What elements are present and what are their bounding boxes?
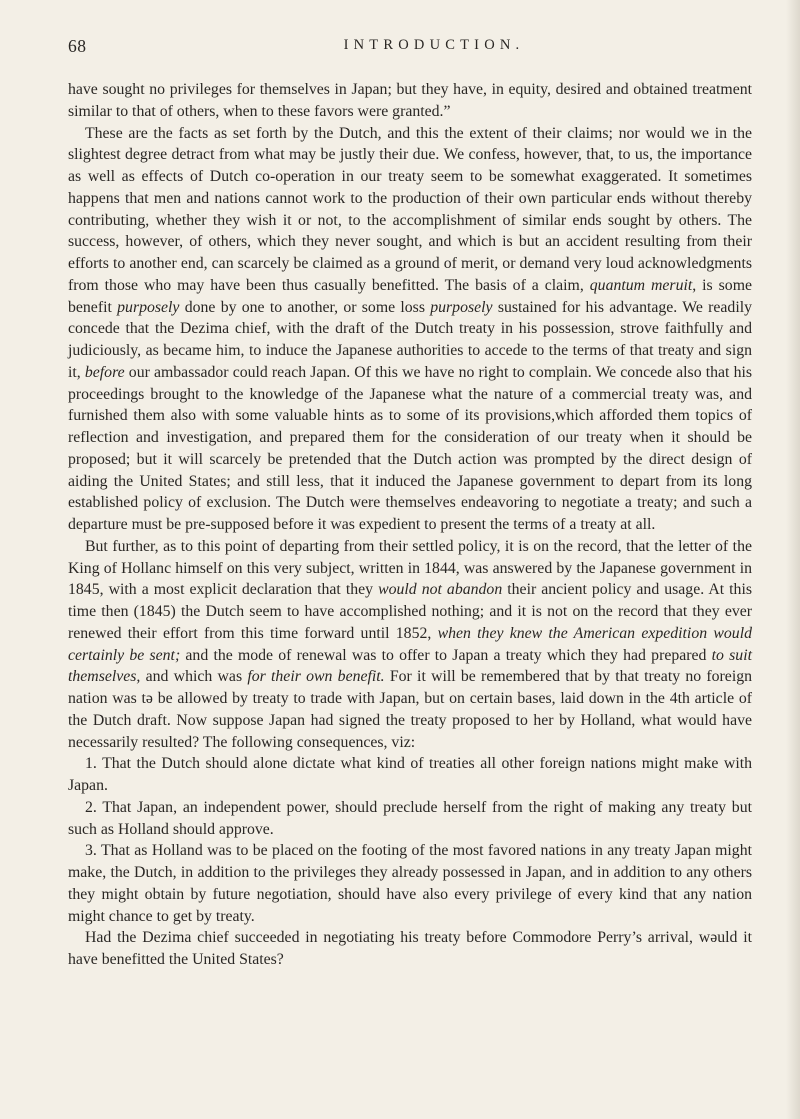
paragraph <box>68 123 752 536</box>
paragraph <box>68 536 752 754</box>
text-run: These are the facts as set forth by the Dutch, and this the extent of their claims; nor would we in the slightest degree detract from what may be justly their due. We confess, however, that, to us, the importance as well as effects of Dutch co-operation in our treaty seem to be somewhat exaggerated. It sometimes happens that men and nations cannot work to the production of their own particular ends without thereby contributing, whether they wish it or not, to the accomplishment of similar ends sought by others. The success, however, of others, which they never sought, and which is but an accident resulting from their efforts to another end, can scarcely be claimed as a ground of merit, or demand very loud acknowledgments from those who may have been thus casually benefitted. The basis of a claim, <box>68 124 752 294</box>
text-run: For it will be remembered that by that treaty no foreign nation was tə be allowed by treaty to trade with Japan, but on certain bases, laid down in the 4th article of the Dutch draft. Now suppose Japan had signed the treaty proposed to her by Holland, what would have necessarily resulted? The following consequences, viz: <box>68 668 753 751</box>
paragraph <box>68 927 752 971</box>
italic-text: for their own benefit. <box>247 668 385 686</box>
text-run: have sought no privileges for themselves in Japan; but they have, in equity, desired and obtained treatment similar to that of others, when to these favors were granted.” <box>68 81 752 120</box>
text-run: , is some benefit <box>68 276 753 316</box>
page-header <box>68 36 740 60</box>
italic-text: before <box>84 363 125 381</box>
text-run: our ambassador could reach Japan. Of this we have no right to complain. We concede also that his proceedings brought to the knowledge of the Japanese what the nature of a commercial treaty was, and furnished them also with some valuable hints as to some of its provisions,which afforded them topics of reflection and investigation, and prepared them for the consideration of our treaty when it should be proposed; but it will scarcely be pretended that the Dutch action was prompted by the direct design of aiding the United States; and still less, that it induced the Japanese government to depart from its long established policy of exclusion. The Dutch were themselves endeavoring to negotiate a treaty; and such a departure must be pre-supposed before it was expedient to present the terms of a treaty at all. <box>68 363 753 533</box>
text-run: Had the Dezima chief succeeded in negotiating his treaty before Commodore Perry’s arrival, wəuld it have benefitted the United States? <box>68 929 752 968</box>
text-run: But further, as to this point of departing from their settled policy, it is on the record, that the letter of the King of Hollanc himself on this very subject, written in 1844, was answered by the Japanese government in 1845, with a most explicit declaration that they <box>68 537 752 599</box>
italic-text: purposely <box>430 298 493 316</box>
page-number: 68 <box>68 36 87 56</box>
paragraph <box>68 840 752 927</box>
text-run: done by one to another, or some loss <box>179 298 431 316</box>
text-run: and the mode of renewal was to offer to Japan a treaty which they had prepared <box>180 646 712 664</box>
text-run: sustained for his advantage. We readily concede that the Dezima chief, with the draft of the Dutch treaty in his possession, strove faithfully and judiciously, as became him, to induce the Japanese authorities to accede to the terms of that treaty and sign it, <box>68 298 753 381</box>
italic-text: purposely <box>117 298 180 316</box>
page-edge-shadow <box>786 0 800 1119</box>
italic-text: when they knew the American expedition would certainly be sent; <box>68 624 752 664</box>
text-run: 1. That the Dutch should alone dictate what kind of treaties all other foreign nations might make with Japan. <box>68 755 752 794</box>
text-run: 2. That Japan, an independent power, should preclude herself from the right of making any treaty but such as Holland should approve. <box>68 798 752 838</box>
running-head: INTRODUCTION. <box>343 37 525 53</box>
paragraph <box>68 79 752 123</box>
paragraph <box>68 753 752 797</box>
italic-text: quantum meruit <box>589 276 693 294</box>
paragraph <box>68 797 752 841</box>
text-run: their ancient policy and usage. At this time then (1845) the Dutch seem to have accomplished nothing; and it is not on the record that they ever renewed their effort from this time forward until 1852, <box>68 581 752 642</box>
text-run: and which was <box>140 668 248 686</box>
italic-text: to suit themselves, <box>68 646 752 686</box>
italic-text: would not abandon <box>378 581 503 599</box>
text-run: 3. That as Holland was to be placed on the footing of the most favored nations in any treaty Japan might make, the Dutch, in addition to the privileges they already possessed in Japan, and in addition to any others they might obtain by future negotiation, should have also every privilege of every kind that any nation might chance to get by treaty. <box>68 842 752 925</box>
page-body <box>68 79 752 971</box>
